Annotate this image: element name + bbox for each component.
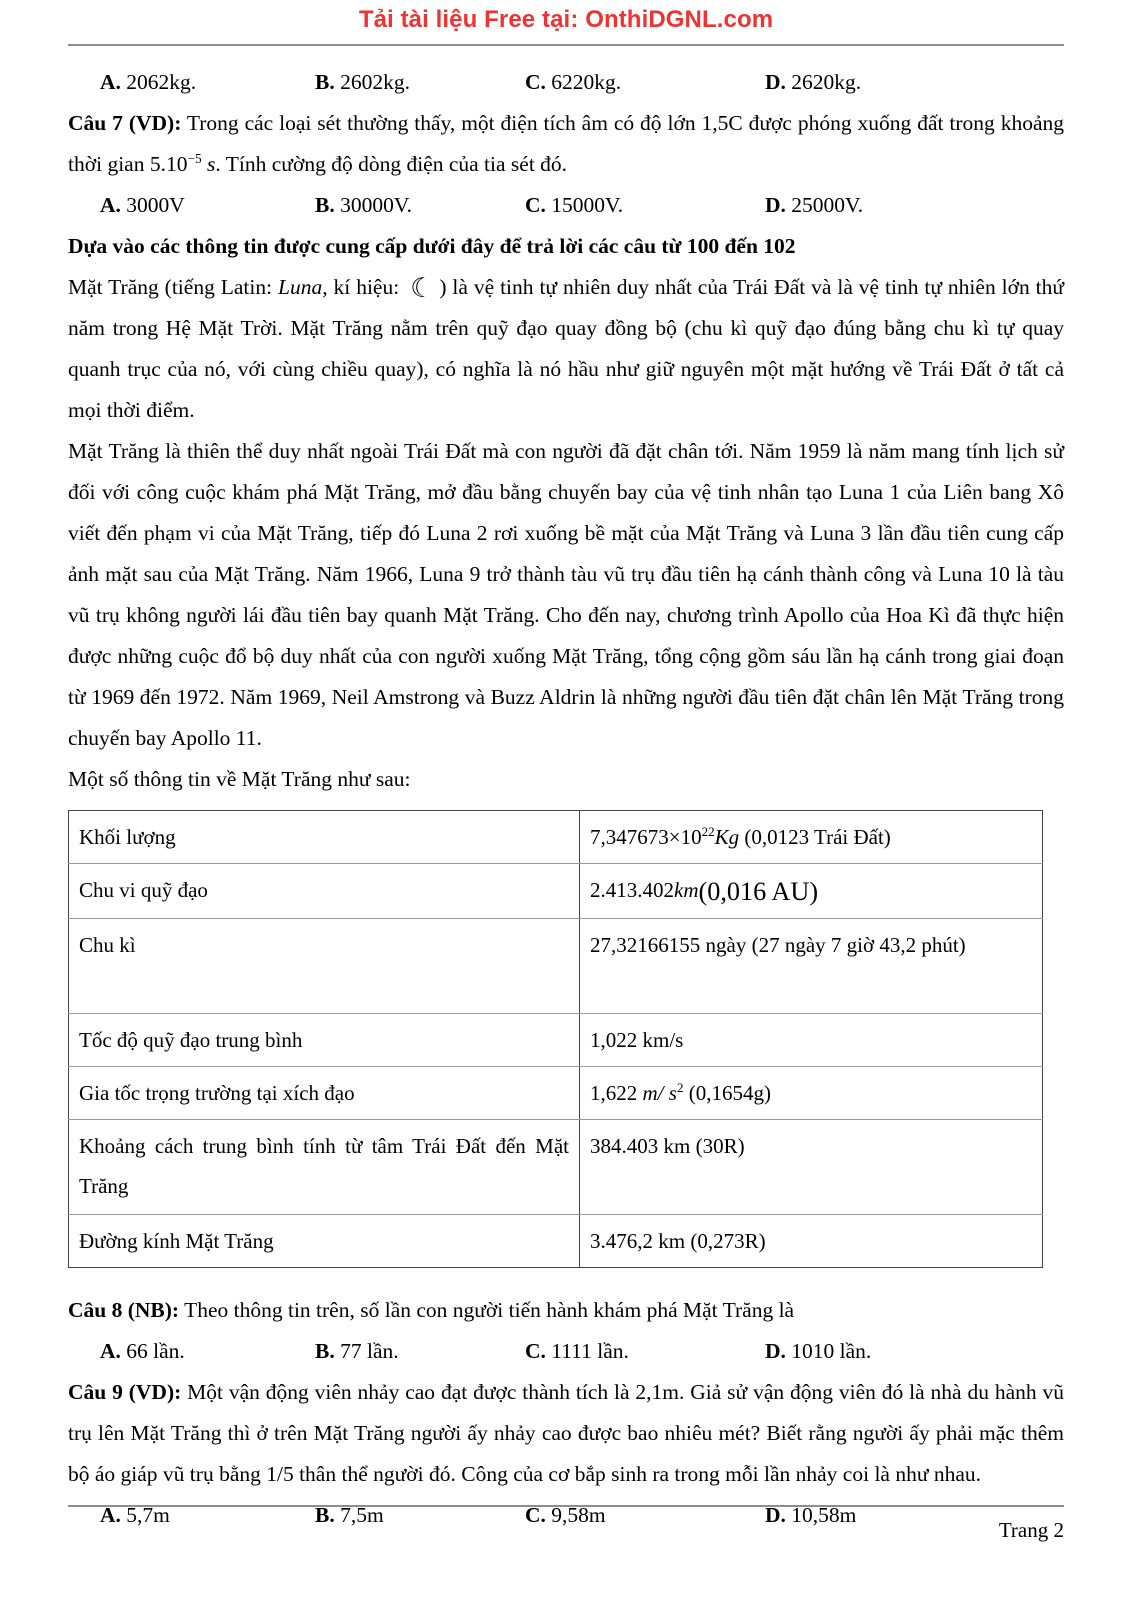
passage-paragraph-3: Một số thông tin về Mặt Trăng như sau:: [68, 767, 411, 791]
table-cell-value: 384.403 km (30R): [580, 1120, 1043, 1215]
latin-name: Luna: [278, 275, 323, 299]
header-divider: [68, 44, 1064, 46]
question-7-math: $5.10^{-5}$ s: [149, 150, 216, 176]
crescent-moon-icon: ☾: [410, 273, 435, 304]
q9-option-b: B. 7,5m: [315, 1503, 384, 1528]
mass-exponent: 22: [701, 824, 715, 839]
question-7-text-1: Trong các loại sét thường thấy, một điện tích âm có độ lớn 1,5C được phóng xuống đất trong khoảng thời gian: [68, 111, 1064, 176]
q9-option-c: C. 9,58m: [525, 1503, 606, 1528]
page-content: [68, 62, 1064, 1536]
option-c: C. 6220kg.: [525, 70, 622, 94]
table-cell-value: $7,347673\times 10^{22}Kg$ (0,0123 Trái Đất): [580, 811, 1043, 864]
table-cell-value: 27,32166155 ngày (27 ngày 7 giờ 43,2 phút): [580, 919, 1043, 1014]
question-7-exponent: −5: [187, 150, 202, 166]
passage-p1-before: Mặt Trăng (tiếng Latin:: [68, 275, 279, 299]
question-9-options: [68, 1495, 1064, 1536]
q7-option-b: B. 30000V.: [315, 193, 412, 217]
option-a: A. 2062kg.: [100, 70, 197, 94]
question-8-label: Câu 8 (NB):: [68, 1298, 180, 1323]
q7-option-d: D. 25000V.: [765, 193, 864, 217]
passage-p1-mid: , kí hiệu:: [322, 275, 406, 299]
passage-p1-after: ) là vệ tinh tự nhiên duy nhất của Trái Đất và là vệ tinh tự nhiên lớn thứ năm trong Hệ Mặt Trời. Mặt Trăng nằm trên quỹ đạo quay đồng bộ (chu kì quỹ đạo đúng bằng chu kì tự quay quanh trục của nó, với cùng chiều quay), có nghĩa là nó hầu như giữ nguyên một mặt hướng về Trái Đất ở tất cả mọi thời điểm.: [68, 275, 1065, 422]
table-row: [69, 1067, 1043, 1120]
gravity-exponent: 2: [676, 1080, 684, 1096]
footer-divider: [68, 1505, 1064, 1507]
question-7-body: [68, 103, 1064, 185]
option-b: B. 2602kg.: [315, 70, 410, 94]
table-cell-key: Khoảng cách trung bình tính từ tâm Trái Đất đến Mặt Trăng: [69, 1120, 580, 1215]
table-cell-key: Chu vi quỹ đạo: [69, 864, 580, 919]
option-a-text: 2062kg.: [126, 70, 197, 94]
question-8-body: [68, 1290, 1064, 1331]
question-9-body: [68, 1372, 1064, 1495]
q9-option-d: D. 10,58m: [765, 1503, 857, 1528]
question-7-label: Câu 7 (VD):: [68, 111, 182, 135]
table-cell-value: 2.413.402km(0,016 AU): [580, 864, 1043, 919]
passage-paragraph-1: [68, 267, 1064, 431]
table-row: [69, 864, 1043, 919]
table-cell-key: Tốc độ quỹ đạo trung bình: [69, 1014, 580, 1067]
option-d-text: 2620kg.: [791, 70, 862, 94]
q8-option-b: B. 77 lần.: [315, 1339, 399, 1364]
option-b-text: 2602kg.: [340, 70, 410, 94]
option-d: D. 2620kg.: [765, 70, 862, 94]
table-row: [69, 1215, 1043, 1268]
q8-option-d: D. 1010 lần.: [765, 1339, 872, 1364]
question-7-options: [68, 185, 1064, 226]
table-cell-value: 1,022 km/s: [580, 1014, 1043, 1067]
passage-paragraph-2: Mặt Trăng là thiên thể duy nhất ngoài Trái Đất mà con người đã đặt chân tới. Năm 1959 là năm mang tính lịch sử đối với công cuộc khám phá Mặt Trăng, mở đầu bằng chuyến bay của vệ tinh nhân tạo Luna 1 của Liên bang Xô viết đến phạm vi của Mặt Trăng, tiếp đó Luna 2 rơi xuống bề mặt của Mặt Trăng và Luna 3 lần đầu tiên cung cấp ảnh mặt sau của Mặt Trăng. Năm 1966, Luna 9 trở thành tàu vũ trụ đầu tiên hạ cánh thành công và Luna 10 là tàu vũ trụ không người lái đầu tiên bay quanh Mặt Trăng. Cho đến nay, chương trình Apollo của Hoa Kì đã thực hiện được những cuộc đổ bộ duy nhất của con người xuống Mặt Trăng, tổng cộng gồm sáu lần hạ cánh trong giai đoạn từ 1969 đến 1972. Năm 1969, Neil Amstrong và Buzz Aldrin là những người đầu tiên đặt chân lên Mặt Trăng trong chuyến bay Apollo 11.: [68, 439, 1064, 750]
question-9-label: Câu 9 (VD):: [68, 1380, 182, 1405]
table-row: [69, 919, 1043, 1014]
q7-option-a: A. 3000V: [100, 193, 185, 217]
table-cell-key: Khối lượng: [69, 811, 580, 864]
page-number: Trang 2: [998, 1518, 1064, 1542]
passage-instruction: Dựa vào các thông tin được cung cấp dưới đây để trả lời các câu từ 100 đến 102: [68, 234, 796, 258]
q7-option-c: C. 15000V.: [525, 193, 624, 217]
question-9-text: Một vận động viên nhảy cao đạt được thành tích là 2,1m. Giả sử vận động viên đó là nhà du hành vũ trụ lên Mặt Trăng thì ở trên Mặt Trăng người ấy nhảy cao được bao nhiêu mét? Biết rằng người ấy phải mặc thêm bộ áo giáp vũ trụ bằng 1/5 thân thể người đó. Công của cơ bắp sinh ra trong mỗi lần nhảy coi là như nhau.: [68, 1380, 1064, 1487]
table-cell-value: 3.476,2 km (0,273R): [580, 1215, 1043, 1268]
q8-option-a: A. 66 lần.: [100, 1339, 185, 1364]
moon-info-table: [68, 810, 1043, 1268]
question-8-options: [68, 1331, 1064, 1372]
watermark-header: Tải tài liệu Free tại: OnthiDGNL.com: [358, 6, 774, 33]
table-row: [69, 1014, 1043, 1067]
table-cell-key: Đường kính Mặt Trăng: [69, 1215, 580, 1268]
table-spacer: [68, 1268, 1064, 1290]
table-cell-key: Chu kì: [69, 919, 580, 1014]
top-answer-options: [68, 62, 1064, 103]
option-c-text: 6220kg.: [551, 70, 622, 94]
table-cell-value: 1,622 m/ $s^2$ (0,1654g): [580, 1067, 1043, 1120]
q9-option-a: A. 5,7m: [100, 1503, 170, 1528]
table-row: [69, 811, 1043, 864]
question-8-text: Theo thông tin trên, số lần con người tiến hành khám phá Mặt Trăng là: [179, 1298, 795, 1323]
table-row: [69, 1120, 1043, 1215]
question-7-text-2: . Tính cường độ dòng điện của tia sét đó.: [215, 152, 568, 176]
table-cell-key: Gia tốc trọng trường tại xích đạo: [69, 1067, 580, 1120]
q8-option-c: C. 1111 lần.: [525, 1339, 629, 1364]
